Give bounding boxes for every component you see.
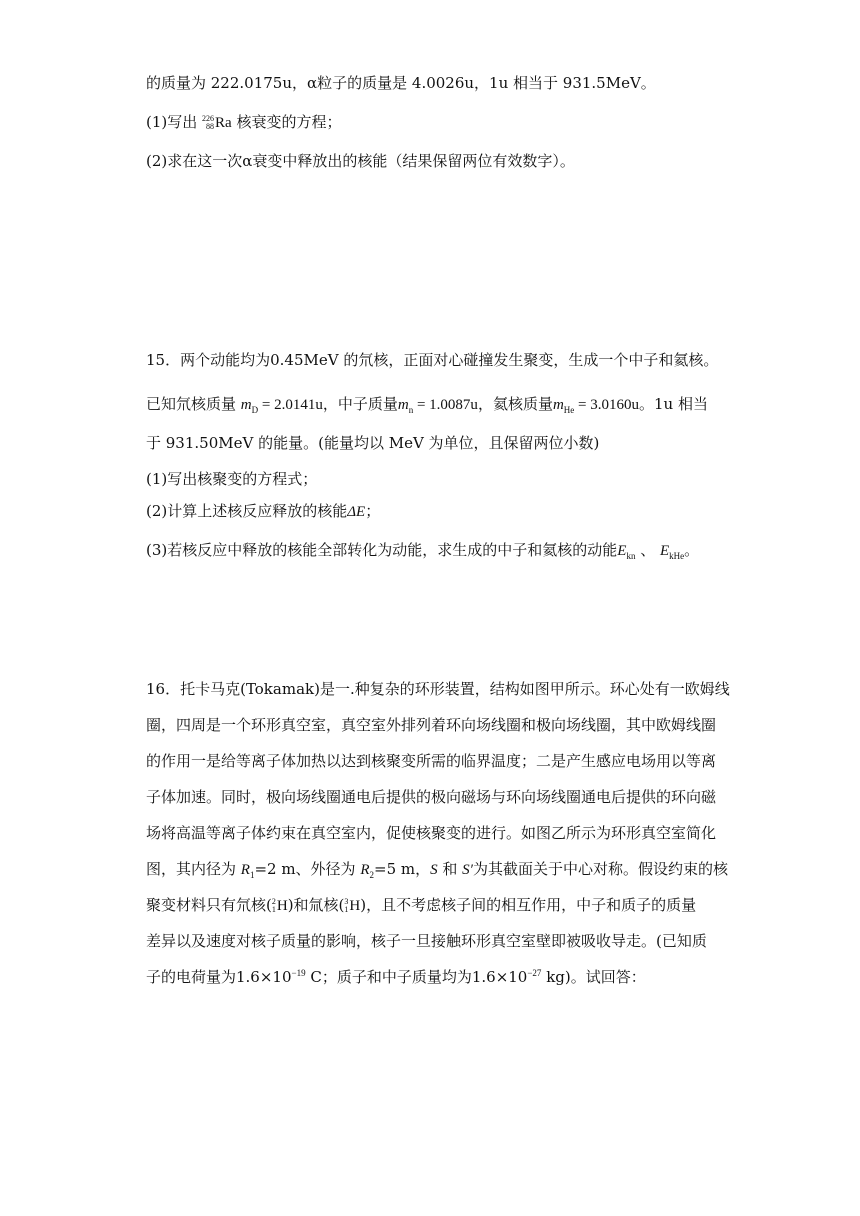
p16-line3: 的作用一是给等离子体加热以达到核聚变所需的临界温度；二是产生感应电场用以等离 xyxy=(146,752,717,770)
p16-line4: 子体加速。同时，极向场线圈通电后提供的极向磁场与环向场线圈通电后提供的环向磁 xyxy=(146,788,717,806)
p16-line6: 图，其内径为 $R_1=2$ m、外径为 $R_2=5$ m，S 和 S′为其截面关于中心对称。假设约束的核 xyxy=(146,860,728,880)
p15-line3: 于 931.50MeV 的能量。(能量均以 MeV 为单位，且保留两位小数) xyxy=(146,434,600,452)
p15-q2: (2)计算上述核反应释放的核能ΔE； xyxy=(146,502,381,520)
p16-line8: 差异以及速度对核子质量的影响，核子一旦接触环形真空室壁即被吸收导走。(已知质 xyxy=(146,932,707,950)
ra-isotope-notation: 226 88 xyxy=(202,114,215,131)
p16-line2: 圈，四周是一个环形真空室，真空室外排列着环向场线圈和极向场线圈，其中欧姆线圈 xyxy=(146,716,717,734)
p15-q1: (1)写出核聚变的方程式； xyxy=(146,470,318,488)
p15-line1: 15．两个动能均为0.45MeV 的氘核，正面对心碰撞发生聚变，生成一个中子和氦核。 xyxy=(146,351,719,369)
p16-line9: 子的电荷量为$1.6\times 10^{-19}$ C；质子和中子质量均为$1.6\times 10^{-27}$ kg)。试回答： xyxy=(146,968,646,986)
p15-q3: (3)若核反应中释放的核能全部转化为动能，求生成的中子和氦核的动能$E_{kn}$ 、 $E_{kHe}$。 xyxy=(146,541,700,561)
tritium-notation: 3 1 xyxy=(344,897,349,914)
p14-line1: 的质量为 222.0175u，α粒子的质量是 4.0026u，1u 相当于 931.5MeV。 xyxy=(146,74,656,92)
p14-q2: (2)求在这一次α衰变中释放出的核能（结果保留两位有效数字）。 xyxy=(146,152,575,170)
deuterium-notation: 2 1 xyxy=(271,897,276,914)
p16-line1: 16．托卡马克(Tokamak)是一.种复杂的环形装置，结构如图甲所示。环心处有一欧姆线 xyxy=(146,680,730,698)
p16-line5: 场将高温等离子体约束在真空室内，促使核聚变的进行。如图乙所示为环形真空室简化 xyxy=(146,824,717,842)
p15-line2: 已知氘核质量 $m_D = 2.0141u$，中子质量$m_n = 1.0087u$，氦核质量$m_{He} = 3.0160u$。1u 相当 xyxy=(146,395,708,415)
p16-line7: 聚变材料只有氘核( 2 1 H)和氚核( 3 1 H)，且不考虑核子间的相互作用，中子和质子的质量 xyxy=(146,896,697,914)
p14-q1: (1)写出 226 88 Ra 核衰变的方程； xyxy=(146,113,342,131)
